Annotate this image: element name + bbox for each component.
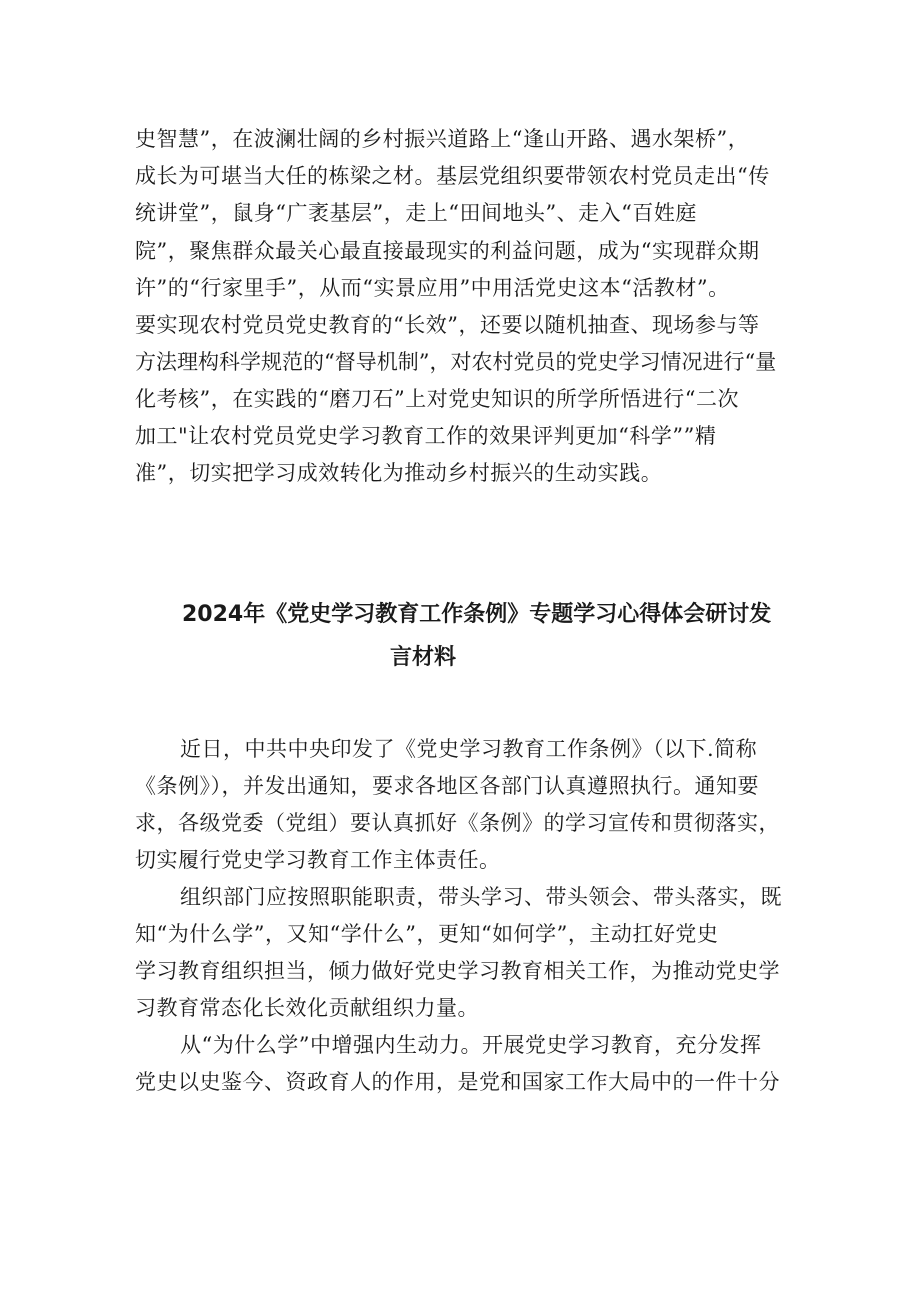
text-line: 成长为可堪当大任的栋梁之材。基层党组织要带领农村党员走出“传 <box>135 164 770 188</box>
text-line: 学习教育组织担当，倾力做好党史学习教育相关工作，为推动党史学 <box>135 959 780 983</box>
article-title-line1: 2024年《党史学习教育工作条例》专题学习心得体会研讨发 <box>182 602 772 627</box>
text-line: 化考核”，在实践的“磨刀石”上对党史知识的所学所悟进行“二次 <box>135 387 739 411</box>
text-line: 史智慧”，在波澜壮阔的乡村振兴道路上“逢山开路、遇水架桥”， <box>135 127 750 151</box>
text-line: 习教育常态化长效化贡献组织力量。 <box>135 996 479 1020</box>
text-line: 党史以史鉴今、资政育人的作用，是党和国家工作大局中的一件十分 <box>135 1070 780 1094</box>
paragraph-first-line: 近日，中共中央印发了《党史学习教育工作条例》（以下.简称 <box>180 737 758 761</box>
text-line: 求，各级党委（党组）要认真抓好《条例》的学习宣传和贯彻落实， <box>135 811 780 835</box>
text-line: 院”，聚焦群众最关心最直接最现实的利益问题，成为“实现群众期 <box>135 239 760 263</box>
text-line: 切实履行党史学习教育工作主体责任。 <box>135 848 501 872</box>
paragraph-first-line: 从“为什么学”中增强内生动力。开展党史学习教育，充分发挥 <box>180 1033 762 1057</box>
text-line: 知“为什么学”，又知“学什么”，更知“如何学”，主动扛好党史 <box>135 922 719 946</box>
text-line: 准”，切实把学习成效转化为推动乡村振兴的生动实践。 <box>135 461 663 485</box>
text-line: 要实现农村党员党史教育的“长效”，还要以随机抽查、现场参与等 <box>135 313 760 337</box>
article-title-line2: 言材料 <box>390 645 457 670</box>
text-line: 加工"让农村党员党史学习教育工作的效果评判更加“科学””精 <box>135 424 717 448</box>
text-line: 《条例》），并发出通知，要求各地区各部门认真遵照执行。通知要 <box>135 774 759 798</box>
text-line: 方法理构科学规范的“督导机制”，对农村党员的党史学习情况进行“量 <box>135 350 777 374</box>
paragraph-first-line: 组织部门应按照职能职责，带头学习、带头领会、带头落实，既 <box>180 885 782 909</box>
text-line: 统讲堂”，鼠身“广袤基层”，走上“田间地头”、走入“百姓庭 <box>135 201 697 225</box>
text-line: 许”的“行家里手”，从而“实景应用”中用活党史这本“活教材”。 <box>135 276 730 300</box>
